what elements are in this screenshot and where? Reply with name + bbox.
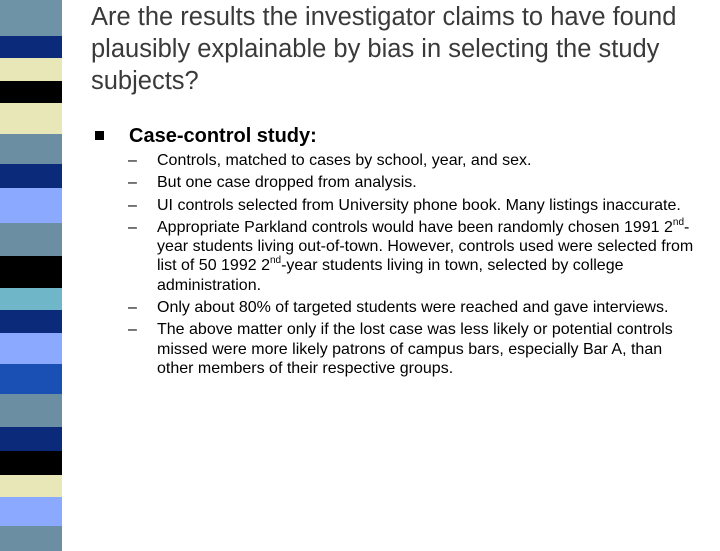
dash-bullet: – — [128, 321, 137, 339]
item-text-part: -year students living in town, selected by college administration. — [157, 257, 624, 294]
item-text: UI controls selected from University phone book. Many listings inaccurate. — [157, 196, 681, 214]
dash-bullet: – — [128, 218, 137, 236]
slide-title: Are the results the investigator claims to have found plausibly explainable by bias in selecting the study subjects? — [91, 3, 677, 95]
dash-bullet: – — [128, 152, 137, 169]
dash-bullet: – — [128, 299, 137, 317]
sub-bullet-list — [128, 151, 703, 381]
list-item — [128, 320, 703, 378]
item-text: The above matter only if the lost case was less likely or potential controls missed were more likely patrons of campus bars, especially Bar A, than other members of their respective groups. — [157, 321, 673, 377]
item-text: Controls, matched to cases by school, year, and sex. — [157, 152, 532, 169]
list-item — [128, 151, 703, 170]
heading-text: Case-control study: — [129, 125, 317, 147]
square-bullet-icon — [95, 131, 104, 140]
decorative-stripe — [0, 0, 62, 540]
ordinal-suffix: nd — [672, 216, 685, 228]
item-text-part: -year students living out-of-town. However, controls used were selected from list of 50 1992 2 — [157, 218, 694, 275]
dash-bullet: – — [128, 196, 137, 214]
item-text: But one case dropped from analysis. — [157, 174, 417, 192]
ordinal-suffix: nd — [269, 255, 282, 267]
list-item — [128, 218, 703, 295]
item-text-part: Appropriate Parkland controls would have been randomly chosen 1991 2 — [157, 218, 673, 236]
list-item — [128, 196, 703, 215]
item-text: Only about 80% of targeted students were reached and gave interviews. — [157, 299, 669, 317]
dash-bullet: – — [128, 174, 137, 192]
list-item — [128, 173, 703, 192]
list-item — [128, 298, 703, 317]
